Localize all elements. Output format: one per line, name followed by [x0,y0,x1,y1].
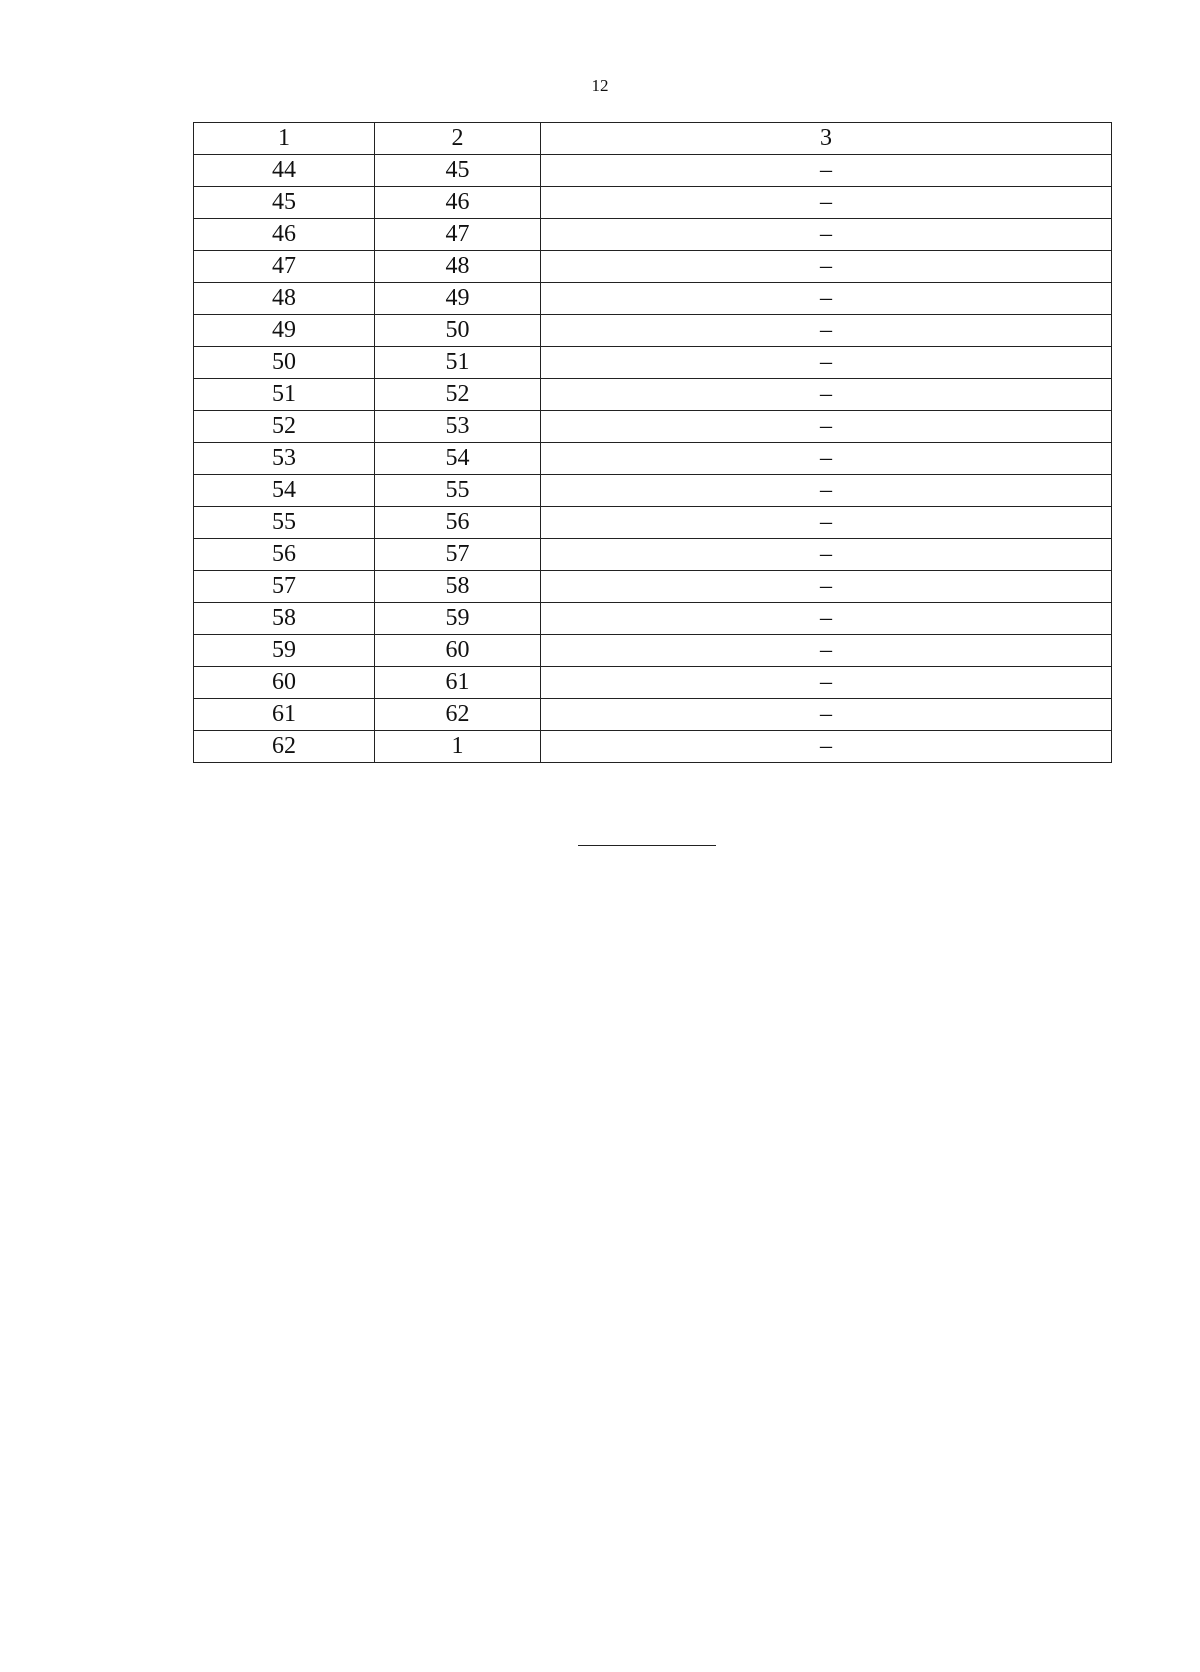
table-cell-col-1: 45 [194,187,375,219]
table-cell-col-3: – [541,571,1112,603]
table-row [194,475,1112,507]
table-cell-col-3: – [541,379,1112,411]
table-cell-col-1: 58 [194,603,375,635]
table-cell-col-3: – [541,603,1112,635]
header-cell-col-1: 1 [194,123,375,155]
table-row [194,283,1112,315]
table-cell-col-1: 60 [194,667,375,699]
table-row [194,219,1112,251]
table-cell-col-2: 59 [375,603,541,635]
table-cell-col-3: – [541,443,1112,475]
table-row [194,507,1112,539]
table-cell-col-1: 47 [194,251,375,283]
table-cell-col-2: 1 [375,731,541,763]
header-cell-col-3: 3 [541,123,1112,155]
table-cell-col-3: – [541,347,1112,379]
table-cell-col-1: 52 [194,411,375,443]
table-cell-col-3: – [541,635,1112,667]
table-cell-col-1: 62 [194,731,375,763]
table-cell-col-2: 57 [375,539,541,571]
table-row [194,251,1112,283]
table-row [194,539,1112,571]
table-cell-col-2: 52 [375,379,541,411]
table-cell-col-2: 62 [375,699,541,731]
end-of-section-rule [578,845,716,846]
table-header-row [194,123,1112,155]
table-row [194,667,1112,699]
table-cell-col-2: 50 [375,315,541,347]
table-row [194,379,1112,411]
page-number: 12 [591,76,609,95]
table-row [194,571,1112,603]
table-cell-col-3: – [541,699,1112,731]
table-cell-col-3: – [541,315,1112,347]
table-cell-col-1: 59 [194,635,375,667]
table-row [194,347,1112,379]
table-cell-col-2: 48 [375,251,541,283]
table-cell-col-3: – [541,507,1112,539]
table-cell-col-1: 54 [194,475,375,507]
table-cell-col-3: – [541,667,1112,699]
table-cell-col-2: 45 [375,155,541,187]
table-cell-col-1: 57 [194,571,375,603]
table-cell-col-1: 61 [194,699,375,731]
table-cell-col-1: 48 [194,283,375,315]
table-cell-col-2: 47 [375,219,541,251]
table-body [194,123,1112,763]
table-cell-col-1: 46 [194,219,375,251]
table-cell-col-2: 61 [375,667,541,699]
table-row [194,731,1112,763]
table-cell-col-3: – [541,155,1112,187]
table-cell-col-2: 51 [375,347,541,379]
table-cell-col-1: 51 [194,379,375,411]
table-cell-col-3: – [541,187,1112,219]
table-cell-col-2: 56 [375,507,541,539]
table-cell-col-3: – [541,475,1112,507]
table-cell-col-3: – [541,411,1112,443]
table-cell-col-3: – [541,283,1112,315]
table-cell-col-3: – [541,219,1112,251]
table-cell-col-2: 54 [375,443,541,475]
table-cell-col-1: 44 [194,155,375,187]
table-cell-col-3: – [541,731,1112,763]
header-cell-col-2: 2 [375,123,541,155]
table-cell-col-2: 60 [375,635,541,667]
table-row [194,603,1112,635]
table-cell-col-3: – [541,539,1112,571]
table-row [194,155,1112,187]
table-cell-col-2: 49 [375,283,541,315]
table-cell-col-1: 49 [194,315,375,347]
table-row [194,315,1112,347]
table-row [194,187,1112,219]
table-cell-col-1: 56 [194,539,375,571]
data-table [193,122,1112,763]
table-cell-col-1: 53 [194,443,375,475]
table-row [194,411,1112,443]
table-row [194,699,1112,731]
table-cell-col-2: 55 [375,475,541,507]
table-cell-col-2: 58 [375,571,541,603]
table-row [194,443,1112,475]
table-row [194,635,1112,667]
table-cell-col-1: 50 [194,347,375,379]
table-cell-col-1: 55 [194,507,375,539]
table-cell-col-2: 53 [375,411,541,443]
table-cell-col-2: 46 [375,187,541,219]
table-cell-col-3: – [541,251,1112,283]
